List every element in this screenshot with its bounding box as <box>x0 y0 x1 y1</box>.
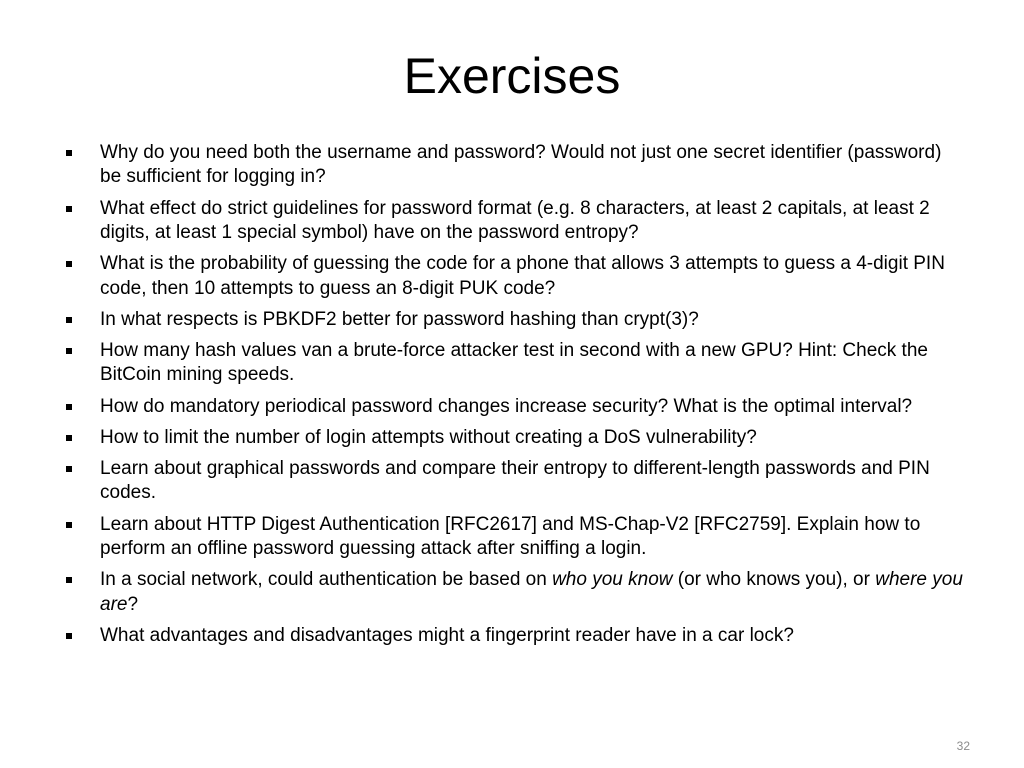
list-item-text-part: ? <box>127 593 139 615</box>
square-bullet-icon <box>66 348 72 354</box>
list-item-text-part: In a social network, could authentication be based on <box>100 569 553 591</box>
slide-title: Exercises <box>403 48 621 104</box>
list-item-text: What advantages and disadvantages might a fingerprint reader have in a car lock? <box>100 624 794 646</box>
square-bullet-icon <box>66 206 72 212</box>
square-bullet-icon <box>66 577 72 583</box>
list-item-text: Learn about graphical passwords and compare their entropy to different-length passwords and PIN codes. <box>100 458 930 504</box>
square-bullet-icon <box>66 317 72 323</box>
list-item-text: What is the probability of guessing the code for a phone that allows 3 attempts to guess a 4-digit PIN code, then 10 attempts to guess an 8-digit PUK code? <box>100 253 945 299</box>
list-item-text-part: (or who knows you), or <box>672 569 876 591</box>
list-item-text: How do mandatory periodical password changes increase security? What is the optimal interval? <box>100 395 913 417</box>
emphasis-who-you-know: who you know <box>552 569 673 591</box>
list-item <box>62 308 967 332</box>
list-item-text: Learn about HTTP Digest Authentication [RFC2617] and MS-Chap-V2 [RFC2759]. Explain how to perform an offline password guessing attack after sniffing a login. <box>100 513 921 560</box>
list-item-text: In what respects is PBKDF2 better for password hashing than crypt(3)? <box>100 308 699 330</box>
square-bullet-icon <box>66 150 72 156</box>
square-bullet-icon <box>66 261 72 267</box>
list-item-text <box>100 569 963 614</box>
list-item-text: What effect do strict guidelines for password format (e.g. 8 characters, at least 2 capitals, at least 2 digits, at least 1 special symbol) have on the password entropy? <box>100 197 930 244</box>
emphasis-where-you-are: where you are <box>100 569 963 615</box>
square-bullet-icon <box>66 404 72 410</box>
square-bullet-icon <box>66 435 72 441</box>
square-bullet-icon <box>66 466 72 472</box>
list-item <box>62 141 967 190</box>
page-number: 32 <box>956 739 970 753</box>
list-item <box>62 339 967 388</box>
list-item-text: How many hash values van a brute-force attacker test in second with a new GPU? Hint: Check the BitCoin mining speeds. <box>100 340 928 386</box>
exercise-list <box>62 141 967 655</box>
list-item <box>62 624 967 648</box>
list-item <box>62 426 967 450</box>
list-item <box>62 513 967 562</box>
list-item <box>62 252 967 301</box>
list-item-text: Why do you need both the username and password? Would not just one secret identifier (password) be sufficient for logging in? <box>100 142 942 188</box>
square-bullet-icon <box>66 633 72 639</box>
list-item <box>62 457 967 506</box>
list-item <box>62 568 967 617</box>
list-item <box>62 395 967 419</box>
square-bullet-icon <box>66 522 72 528</box>
list-item-text: How to limit the number of login attempts without creating a DoS vulnerability? <box>100 426 757 448</box>
list-item <box>62 197 967 246</box>
